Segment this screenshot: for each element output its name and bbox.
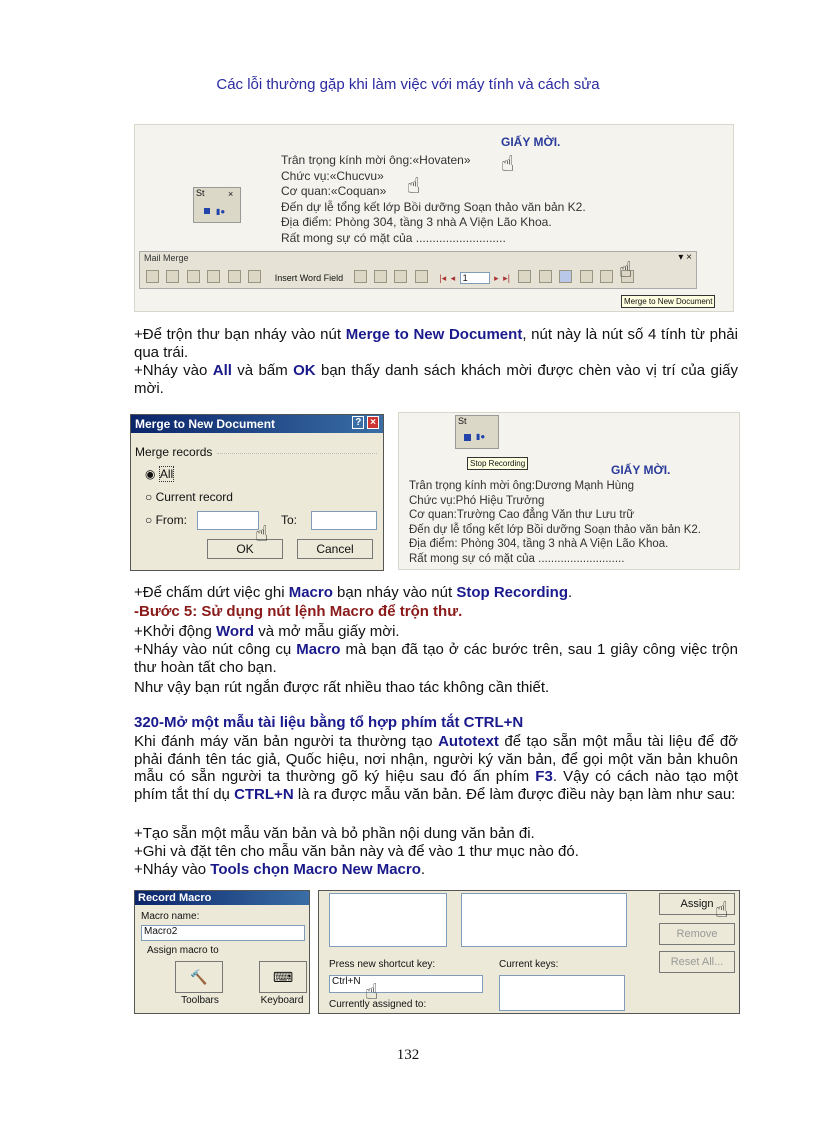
- invitation-line: Đến dự lễ tổng kết lớp Bồi dưỡng Soạn thảo văn bản K2.: [409, 523, 701, 536]
- stop-icon[interactable]: [464, 434, 471, 441]
- pointer-hand-icon: ☝: [715, 897, 729, 922]
- invitation-line: Trân trọng kính mời ông:«Hovaten»: [281, 153, 471, 167]
- stop-recording-toolbar: [455, 415, 499, 449]
- radio-current-record[interactable]: ○ Current record: [145, 490, 233, 504]
- keyboard-label: Keyboard: [260, 995, 304, 1006]
- paragraph: Khi đánh máy văn bản người ta thường tạo Autotext để tạo sẵn một mẫu tài liệu để đỡ phải đánh tên tác giả, Quốc hiệu, nơi nhận, người ký văn bản, để gọi một văn bản khuôn mẫu có sẵn người ta thường gõ ký hiệu sau đó ấn phím F3. Vậy có cách nào tạo một phím tắt thí dụ CTRL+N là ra được mẫu văn bản. Để làm được điều này bạn làm như sau:: [134, 733, 739, 803]
- address-block-icon[interactable]: [207, 270, 220, 283]
- pointer-hand-icon: ☝: [255, 521, 269, 546]
- paragraph: +Nháy vào All và bấm OK bạn thấy danh sách khách mời được chèn vào vị trí của giấy mời.: [134, 362, 739, 397]
- customize-keyboard-dialog: [318, 890, 740, 1014]
- invitation-line: Rất mong sự có mặt của ...........................: [281, 230, 506, 245]
- open-data-source-icon[interactable]: [166, 270, 179, 283]
- invitation-line: Chức vụ:Phó Hiệu Trưởng: [409, 494, 545, 507]
- invitation-heading: GIẤY MỜI.: [611, 463, 671, 477]
- paragraph: +Ghi và đặt tên cho mẫu văn bản này và để vào 1 thư mục nào đó.: [134, 843, 579, 860]
- toolbar-buttons: [146, 268, 637, 286]
- last-record-icon[interactable]: ▸|: [503, 273, 510, 283]
- merge-tooltip: Merge to New Document: [621, 295, 715, 308]
- invitation-heading: GIẤY MỜI.: [501, 135, 561, 149]
- greeting-line-icon[interactable]: [228, 270, 241, 283]
- merge-to-new-document-dialog: [130, 414, 384, 571]
- toolbar-close-icon[interactable]: ▾ ×: [678, 252, 692, 263]
- keyboard-button[interactable]: ⌨: [259, 961, 307, 993]
- main-document-setup-icon[interactable]: [146, 270, 159, 283]
- pause-icon[interactable]: ▮●: [476, 432, 486, 441]
- paragraph: +Nháy vào Tools chọn Macro New Macro.: [134, 861, 426, 878]
- stop-recording-tooltip: Stop Recording: [467, 457, 528, 470]
- paragraph: +Để trộn thư bạn nháy vào nút Merge to New Document, nút này là nút số 4 tính từ phải qua trái.: [134, 326, 738, 361]
- propagate-labels-icon[interactable]: [415, 270, 428, 283]
- from-field[interactable]: [197, 511, 259, 530]
- macro-name-label: Macro name:: [141, 911, 200, 922]
- highlight-fields-icon[interactable]: [374, 270, 387, 283]
- merge-to-email-icon[interactable]: [600, 270, 613, 283]
- mail-merge-title: Mail Merge: [144, 253, 189, 263]
- toolbar-small-title: St: [196, 188, 205, 198]
- check-errors-icon[interactable]: [539, 270, 552, 283]
- running-header: Các lỗi thường gặp khi làm việc với máy tính và cách sửa: [216, 76, 600, 93]
- toolbars-button[interactable]: 🔨: [175, 961, 223, 993]
- invitation-line: Rất mong sự có mặt của ...........................: [409, 552, 625, 565]
- invitation-line: Địa điểm: Phòng 304, tầng 3 nhà A Viện Lão Khoa.: [409, 538, 669, 550]
- to-field[interactable]: [311, 511, 377, 530]
- figure-mail-merge: [134, 124, 734, 312]
- invitation-text: [281, 153, 586, 246]
- merge-records-group-label: Merge records: [135, 445, 213, 459]
- to-label: To:: [281, 513, 298, 527]
- record-number-field[interactable]: 1: [460, 272, 490, 284]
- section-title: 320-Mở một mẫu tài liệu bằng tổ hợp phím tắt CTRL+N: [134, 714, 524, 731]
- mail-merge-toolbar: [139, 251, 697, 289]
- pointer-hand-icon: ☝: [407, 173, 421, 198]
- page-number: 132: [396, 1047, 420, 1063]
- assign-macro-label: Assign macro to: [147, 945, 219, 956]
- commands-list[interactable]: [461, 893, 627, 947]
- view-merged-data-icon[interactable]: [354, 270, 367, 283]
- macro-name-field[interactable]: Macro2: [141, 925, 305, 941]
- match-fields-icon[interactable]: [394, 270, 407, 283]
- insert-word-field-dropdown[interactable]: Insert Word Field: [274, 273, 344, 283]
- figure-merged-invitation: [398, 412, 740, 570]
- dialog-title: Merge to New Document ? ×: [131, 415, 383, 433]
- close-icon[interactable]: ×: [367, 416, 379, 429]
- close-icon[interactable]: ×: [228, 189, 234, 199]
- assign-button[interactable]: Assign: [659, 893, 735, 915]
- reset-all-button[interactable]: Reset All...: [659, 951, 735, 973]
- invitation-text: [409, 479, 701, 566]
- invitation-line: Đến dự lễ tổng kết lớp Bồi dưỡng Soạn thảo văn bản K2.: [281, 199, 586, 214]
- next-record-icon[interactable]: ▸: [494, 273, 499, 283]
- invitation-line: Cơ quan:Trường Cao đẳng Văn thư Lưu trữ: [409, 509, 635, 521]
- toolbar-small-title: St: [458, 416, 467, 426]
- remove-button[interactable]: Remove: [659, 923, 735, 945]
- radio-from[interactable]: ○ From:: [145, 513, 187, 527]
- paragraph: +Tạo sẵn một mẫu văn bản và bỏ phần nội dung văn bản đi.: [134, 825, 535, 842]
- merge-to-new-document-icon[interactable]: [559, 270, 572, 283]
- ok-button[interactable]: OK: [207, 539, 283, 559]
- pointer-hand-icon: ☝: [619, 257, 633, 282]
- pointer-hand-icon: ☝: [365, 979, 379, 1004]
- find-entry-icon[interactable]: [518, 270, 531, 283]
- dialog-title: Record Macro: [135, 891, 309, 905]
- current-keys-label: Current keys:: [499, 959, 559, 970]
- insert-merge-fields-icon[interactable]: [248, 270, 261, 283]
- press-new-shortcut-label: Press new shortcut key:: [329, 959, 436, 970]
- record-macro-dialog: [134, 890, 310, 1014]
- first-record-icon[interactable]: |◂: [439, 273, 447, 283]
- cancel-button[interactable]: Cancel: [297, 539, 373, 559]
- current-keys-list[interactable]: [499, 975, 625, 1011]
- paragraph: +Khởi động Word và mở mẫu giấy mời.: [134, 623, 400, 640]
- toolbars-label: Toolbars: [181, 995, 219, 1006]
- merge-to-printer-icon[interactable]: [580, 270, 593, 283]
- help-icon[interactable]: ?: [352, 416, 364, 429]
- invitation-line: Chức vụ:«Chucvu»: [281, 168, 384, 183]
- paragraph: +Nháy vào nút công cụ Macro mà bạn đã tạo ở các bước trên, sau 1 giây công việc trộn thư hoàn tất cho bạn.: [134, 641, 738, 676]
- radio-all[interactable]: ◉ All: [145, 467, 174, 481]
- paragraph: +Để chấm dứt việc ghi Macro bạn nháy vào nút Stop Recording.: [134, 584, 573, 601]
- invitation-line: Địa điểm: Phòng 304, tầng 3 nhà A Viện Lão Khoa.: [281, 215, 552, 229]
- recipients-icon[interactable]: [187, 270, 200, 283]
- step-heading: -Bước 5: Sử dụng nút lệnh Macro để trộn thư.: [134, 603, 463, 620]
- currently-assigned-label: Currently assigned to:: [329, 999, 427, 1010]
- categories-list[interactable]: [329, 893, 447, 947]
- stop-recording-toolbar: [193, 187, 241, 223]
- paragraph: Như vậy bạn rút ngắn được rất nhiều thao tác không cần thiết.: [134, 679, 550, 696]
- pointer-hand-icon: ☝: [501, 151, 515, 176]
- invitation-line: Trân trọng kính mời ông:Dương Mạnh Hùng: [409, 480, 634, 492]
- stop-icon[interactable]: [204, 208, 210, 214]
- invitation-line: Cơ quan:«Coquan»: [281, 184, 387, 198]
- shortcut-key-field[interactable]: Ctrl+N: [329, 975, 483, 993]
- previous-record-icon[interactable]: ◂: [450, 273, 456, 283]
- pause-icon[interactable]: ▮●: [216, 207, 226, 216]
